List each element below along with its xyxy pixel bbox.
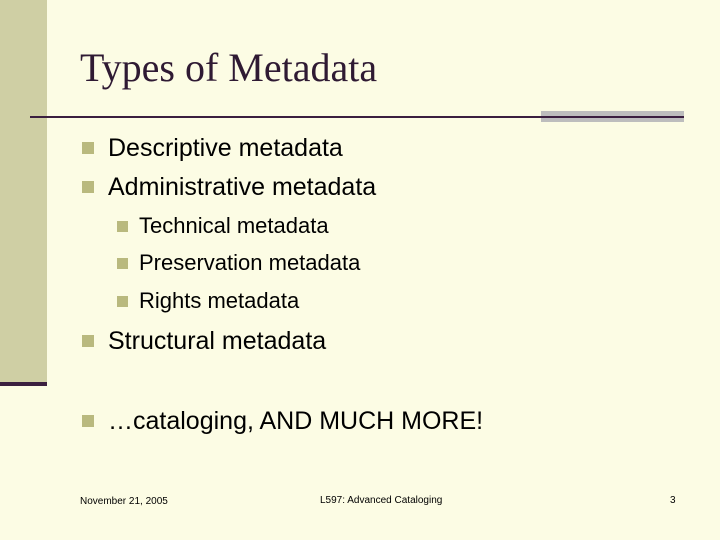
sub-bullet-text: Rights metadata bbox=[139, 288, 300, 313]
bullet-descriptive bbox=[82, 133, 343, 163]
square-bullet-icon bbox=[82, 142, 94, 154]
bullet-more bbox=[82, 406, 483, 436]
bullet-text: Descriptive metadata bbox=[108, 134, 343, 162]
square-bullet-icon bbox=[117, 258, 128, 269]
sub-bullet-preservation bbox=[117, 250, 360, 276]
square-bullet-icon bbox=[117, 296, 128, 307]
bullet-structural bbox=[82, 326, 326, 356]
square-bullet-icon bbox=[82, 335, 94, 347]
square-bullet-icon bbox=[82, 415, 94, 427]
sub-bullet-technical bbox=[117, 213, 329, 239]
footer-date: November 21, 2005 bbox=[80, 496, 168, 507]
bullet-administrative bbox=[82, 172, 376, 202]
left-accent-bar bbox=[0, 0, 47, 382]
bullet-text: Structural metadata bbox=[108, 327, 327, 355]
square-bullet-icon bbox=[82, 181, 94, 193]
footer-page-number: 3 bbox=[670, 495, 676, 506]
footer-course: L597: Advanced Cataloging bbox=[320, 495, 443, 506]
sub-bullet-text: Technical metadata bbox=[139, 213, 329, 238]
title-rule bbox=[30, 116, 684, 118]
sub-bullet-rights bbox=[117, 288, 299, 314]
bullet-text: Administrative metadata bbox=[108, 173, 377, 201]
bullet-text: …cataloging, AND MUCH MORE! bbox=[108, 407, 484, 435]
square-bullet-icon bbox=[117, 221, 128, 232]
left-accent-bar-base bbox=[0, 382, 47, 386]
sub-bullet-text: Preservation metadata bbox=[139, 250, 361, 275]
slide-title: Types of Metadata bbox=[80, 45, 378, 90]
